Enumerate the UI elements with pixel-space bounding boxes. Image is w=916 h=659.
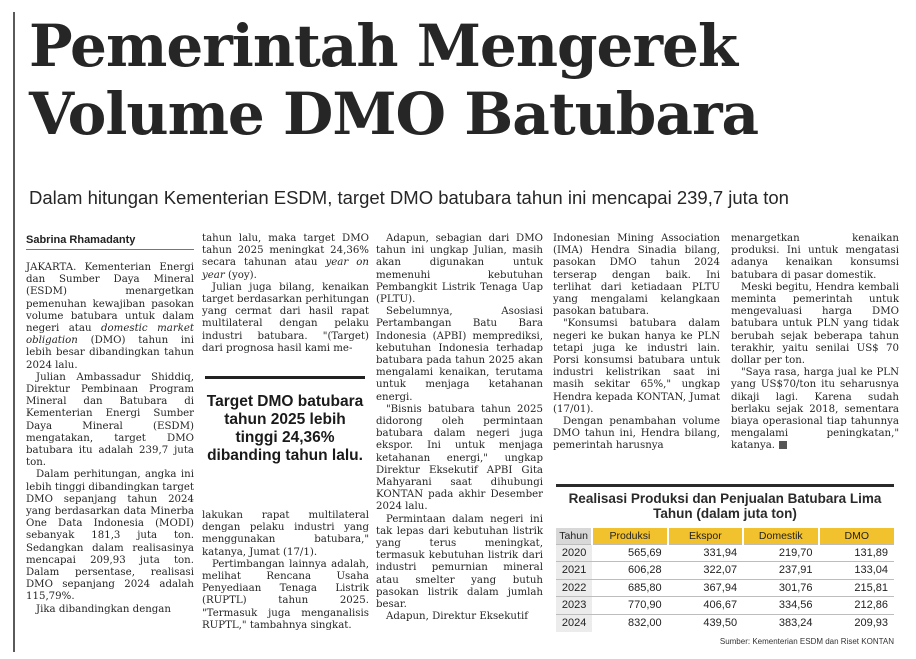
paragraph: Dalam perhitungan, angka ini lebih tinggi dibandingkan target DMO sepanjang tahun 2024 yang berdasarkan data Minerba One Data Indonesia (MODI) sebanyak 181,3 juta ton. Sedangkan dalam realisasinya mencapai 209,93 juta ton. Dalam persentase, realisasi DMO sepanjang 2024 adalah 115,79%. xyxy=(26,469,194,603)
table-cell: 565,69 xyxy=(592,544,667,562)
table-cell: 439,50 xyxy=(668,614,743,632)
table-row xyxy=(556,597,894,615)
table-cell: 2022 xyxy=(556,579,592,597)
paragraph: Meski begitu, Hendra kembali meminta pemerintah untuk mengevaluasi harga DMO batubara untuk PLN yang tidak berubah sejak beberapa tahun terakhir, yaitu senilai US$ 70 dollar per ton. xyxy=(731,281,899,367)
paragraph: Pertimbangan lainnya adalah, melihat Rencana Usaha Penyediaan Tenaga Listrik (RUPTL) tahun 2025. "Termasuk juga menganalisis RUPTL," tambahnya singkat. xyxy=(202,558,369,631)
headline-line-2: Volume DMO Batubara xyxy=(29,80,759,148)
table-cell: 209,93 xyxy=(819,614,894,632)
table-cell: 301,76 xyxy=(743,579,818,597)
paragraph: Indonesian Mining Association (IMA) Hendra Sinadia bilang, pasokan DMO tahun 2024 terserap dengan baik. Ini terlihat dari ketiadaan PLTU yang mengalami kelangkaan pasokan batubara. xyxy=(553,233,720,318)
article-subheadline: Dalam hitungan Kementerian ESDM, target DMO batubara tahun ini mencapai 239,7 juta ton xyxy=(29,187,789,208)
article-column-3 xyxy=(376,233,543,624)
paragraph: Adapun, sebagian dari DMO tahun ini ungkap Julian, masih akan digunakan untuk memenuhi kebutuhan Pembangkit Listrik Tenaga Uap (PLTU). xyxy=(376,233,543,306)
paragraph: "Konsumsi batubara dalam negeri ke bukan hanya ke PLN tetapi juga ke industri lain. Porsi konsumsi batubara untuk industri kelistrikan saat ini masih sekitar 65%," ungkap Hendra kepada KONTAN, Jumat (17/01). xyxy=(553,318,720,415)
column-header: Produksi xyxy=(592,528,667,544)
coal-production-table xyxy=(556,528,894,632)
column-header: DMO xyxy=(819,528,894,544)
table-cell: 685,80 xyxy=(592,579,667,597)
pull-quote: Target DMO batubara tahun 2025 lebih tinggi 24,36% dibanding tahun lalu. xyxy=(205,376,365,465)
paragraph: JAKARTA. Kementerian Energi dan Sumber Daya Mineral (ESDM) menargetkan pemenuhan kewajiban pasokan volume batubara untuk dalam negeri atau domestic market obligation (DMO) tahun ini lebih besar dibandingkan tahun 2024 lalu. xyxy=(26,262,194,371)
article-column-1 xyxy=(26,233,194,616)
table-cell: 2023 xyxy=(556,597,592,615)
table-source-note: Sumber: Kementerian ESDM dan Riset KONTAN xyxy=(719,636,894,646)
paragraph: tahun lalu, maka target DMO tahun 2025 meningkat 24,36% secara tahunan atau year on year (yoy). xyxy=(202,233,369,281)
column-header: Tahun xyxy=(556,528,592,544)
paragraph: Sebelumnya, Asosiasi Pertambangan Batu Bara Indonesia (APBI) memprediksi, kebutuhan Indonesia terhadap batubara pada tahun 2025 akan mengalami kenaikan, terutama untuk menjaga ketahanan energi. xyxy=(376,306,543,403)
paragraph: Permintaan dalam negeri ini tak lepas dari kebutuhan listrik yang terus meningkat, termasuk kebutuhan listrik dari industri pemurnian mineral atau smelter yang butuh pasokan listrik dalam jumlah besar. xyxy=(376,513,543,611)
article-headline xyxy=(29,12,899,148)
table-cell: 131,89 xyxy=(819,544,894,562)
paragraph: Julian juga bilang, kenaikan target berdasarkan perhitungan yang cermat dari hasil rapat multilateral dengan pelaku industri batubara. "(Target) dari prognosa hasil kami me- xyxy=(202,281,369,354)
table-cell: 383,24 xyxy=(743,614,818,632)
end-of-article-mark xyxy=(779,441,787,449)
table-row xyxy=(556,579,894,597)
left-margin-rule xyxy=(13,12,15,652)
table-cell: 770,90 xyxy=(592,597,667,615)
paragraph: "Bisnis batubara tahun 2025 didorong oleh permintaan batubara dalam negeri juga ekspor. Ini untuk menjaga ketahanan energi," ungkap Direktur Eksekutif APBI Gita Mahyarani saat dihubungi KONTAN pada akhir Desember 2024 lalu. xyxy=(376,403,543,513)
article-column-5 xyxy=(731,233,899,453)
table-cell: 367,94 xyxy=(668,579,743,597)
table-cell: 406,67 xyxy=(668,597,743,615)
paragraph: menargetkan kenaikan produksi. Ini untuk mengatasi adanya kenaikan konsumsi batubara di pasar domestik. xyxy=(731,233,899,281)
table-row xyxy=(556,614,894,632)
article-column-2-top xyxy=(202,233,369,355)
table-cell: 2020 xyxy=(556,544,592,562)
table-header-row xyxy=(556,528,894,544)
column-header: Domestik xyxy=(743,528,818,544)
table-cell: 2021 xyxy=(556,562,592,580)
headline-line-1: Pemerintah Mengerek xyxy=(29,12,738,80)
table-cell: 2024 xyxy=(556,614,592,632)
author-byline: Sabrina Rhamadanty xyxy=(26,233,194,250)
table-cell: 606,28 xyxy=(592,562,667,580)
table-cell: 212,86 xyxy=(819,597,894,615)
table-cell: 832,00 xyxy=(592,614,667,632)
table-cell: 322,07 xyxy=(668,562,743,580)
table-row xyxy=(556,544,894,562)
paragraph: "Saya rasa, harga jual ke PLN yang US$70/ton itu seharusnya dikaji lagi. Karena sudah berlaku sejak 2018, sementara biaya operasional tiap tahunnya mengalami peningkatan," katanya. xyxy=(731,367,899,452)
table-cell: 237,91 xyxy=(743,562,818,580)
paragraph: Jika dibandingkan dengan xyxy=(36,603,171,615)
table-cell: 219,70 xyxy=(743,544,818,562)
table-cell: 334,56 xyxy=(743,597,818,615)
article-column-4 xyxy=(553,233,720,453)
table-row xyxy=(556,562,894,580)
table-cell: 215,81 xyxy=(819,579,894,597)
table-cell: 331,94 xyxy=(668,544,743,562)
table-title: Realisasi Produksi dan Penjualan Batubara Lima Tahun (dalam juta ton) xyxy=(556,484,894,521)
table-cell: 133,04 xyxy=(819,562,894,580)
paragraph: Dengan penambahan volume DMO tahun ini, Hendra bilang, pemerintah harusnya xyxy=(553,416,720,452)
paragraph: Julian Ambassadur Shiddiq, Direktur Pembinaan Program Mineral dan Batubara di Kementerian Energi Sumber Daya Mineral (ESDM) mengatakan, target DMO batubara itu adalah 239,7 juta ton. xyxy=(26,371,194,469)
paragraph: Adapun, Direktur Eksekutif xyxy=(386,611,529,623)
data-table-box xyxy=(556,484,894,646)
article-column-2-bottom xyxy=(202,510,369,632)
paragraph: lakukan rapat multilateral dengan pelaku industri yang menggunakan batubara," katanya, Jumat (17/1). xyxy=(202,510,369,558)
column-header: Ekspor xyxy=(668,528,743,544)
